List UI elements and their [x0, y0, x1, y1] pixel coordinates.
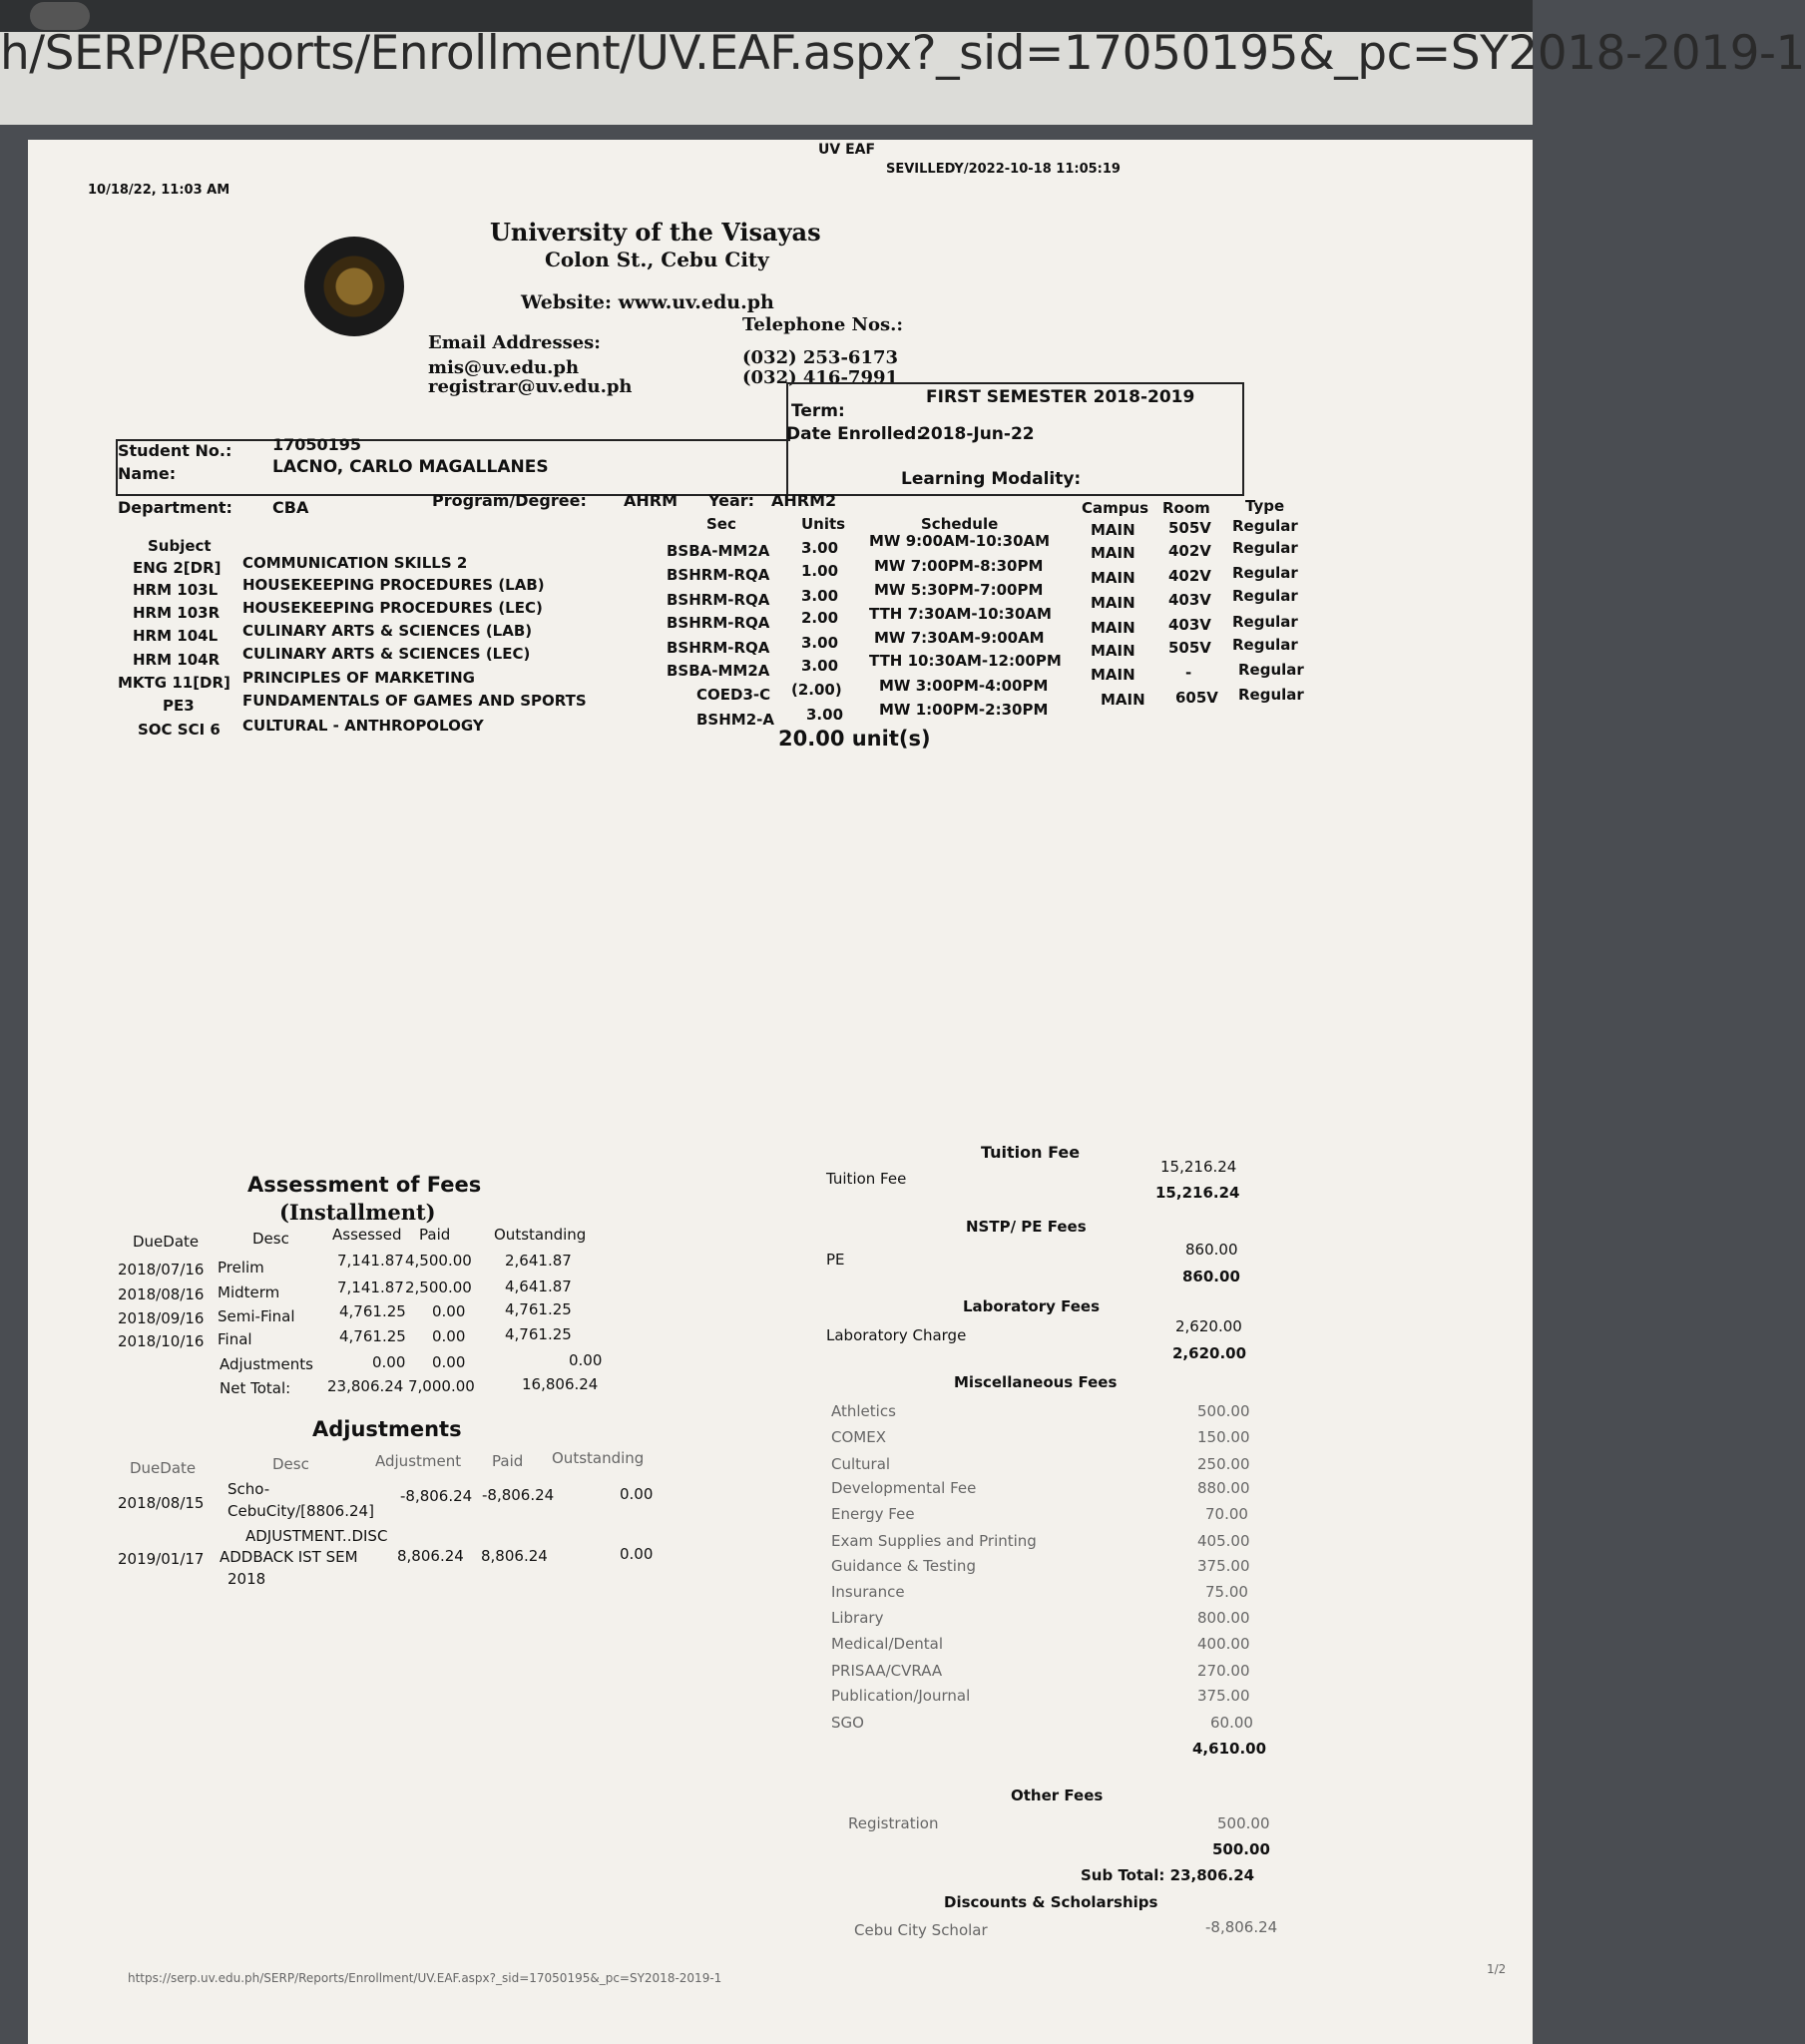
total-units: 20.00 unit(s): [778, 727, 931, 751]
subject-units: 3.00: [801, 634, 839, 652]
email-mis: mis@uv.edu.ph: [428, 357, 580, 378]
date-enrolled-label: Date Enrolled:: [786, 424, 924, 444]
subject-code: PE3: [163, 697, 195, 715]
department: CBA: [272, 498, 309, 517]
misc-fee-label: SGO: [831, 1714, 864, 1732]
misc-fee-value: 70.00: [1205, 1505, 1248, 1523]
lab-label: Laboratory Charge: [826, 1326, 967, 1344]
subject-code: HRM 103L: [133, 581, 219, 599]
subject-sec: COED3-C: [696, 686, 771, 704]
assessment-subtitle: (Installment): [279, 1200, 436, 1225]
subject-campus: MAIN: [1091, 544, 1135, 562]
col-type: Type: [1245, 497, 1285, 515]
subject-title: CULINARY ARTS & SCIENCES (LEC): [242, 645, 531, 663]
misc-header: Miscellaneous Fees: [954, 1373, 1118, 1391]
subject-type: Regular: [1232, 636, 1298, 654]
print-date: 10/18/22, 11:03 AM: [88, 183, 230, 198]
lab-header: Laboratory Fees: [963, 1297, 1101, 1315]
due-date: 2018/07/16: [118, 1261, 205, 1278]
col-schedule: Schedule: [921, 515, 999, 533]
misc-fee-label: Medical/Dental: [831, 1635, 944, 1653]
outstanding: 0.00: [620, 1545, 654, 1563]
paid: 8,806.24: [481, 1547, 548, 1565]
subject-room: 505V: [1168, 519, 1211, 537]
year: AHRM2: [771, 491, 837, 510]
outstanding: 4,761.25: [505, 1325, 572, 1343]
desc-line: ADDBACK IST SEM: [220, 1548, 358, 1566]
program: AHRM: [624, 491, 678, 510]
outstanding: 2,641.87: [505, 1252, 572, 1270]
col-campus: Campus: [1082, 499, 1149, 517]
subject-schedule: MW 7:00PM-8:30PM: [874, 557, 1044, 575]
subject-units: (2.00): [791, 681, 842, 699]
scholar-label: Cebu City Scholar: [854, 1921, 988, 1939]
email-label: Email Addresses:: [428, 332, 601, 353]
footer-url: https://serp.uv.edu.ph/SERP/Reports/Enrollment/UV.EAF.aspx?_sid=17050195&_pc=SY2018-2019-1: [128, 1971, 722, 1985]
paid: 2,500.00: [405, 1278, 472, 1296]
subject-title: CULTURAL - ANTHROPOLOGY: [242, 717, 484, 735]
subject-title: FUNDAMENTALS OF GAMES AND SPORTS: [242, 692, 587, 710]
subject-sec: BSHRM-RQA: [667, 614, 770, 632]
assessed: 7,141.87: [337, 1252, 404, 1270]
student-no: 17050195: [272, 435, 362, 454]
learning-modality-label: Learning Modality:: [901, 469, 1082, 489]
adj-col-adjustment: Adjustment: [375, 1452, 462, 1470]
subject-schedule: TTH 7:30AM-10:30AM: [869, 605, 1052, 623]
email-registrar: registrar@uv.edu.ph: [428, 376, 633, 397]
due-date: 2018/09/16: [118, 1309, 205, 1327]
other-fees-header: Other Fees: [1011, 1787, 1104, 1804]
col-units: Units: [801, 515, 846, 533]
desc: Midterm: [218, 1283, 280, 1301]
desc-line: CebuCity/[8806.24]: [227, 1502, 374, 1520]
subject-title: HOUSEKEEPING PROCEDURES (LEC): [242, 599, 543, 617]
subtotal: Sub Total: 23,806.24: [1081, 1866, 1255, 1884]
address-bar[interactable]: h/SERP/Reports/Enrollment/UV.EAF.aspx?_sid=17050195&_pc=SY2018-2019-1: [0, 26, 1805, 81]
page-number: 1/2: [1487, 1962, 1507, 1976]
subject-sec: BSHRM-RQA: [667, 566, 770, 584]
misc-total: 4,610.00: [1192, 1740, 1267, 1758]
lab-total: 2,620.00: [1172, 1344, 1247, 1362]
net-total-label: Net Total:: [220, 1379, 291, 1397]
subject-units: 3.00: [801, 657, 839, 675]
subject-code: HRM 104L: [133, 627, 219, 645]
program-label: Program/Degree:: [432, 491, 587, 510]
subject-campus: MAIN: [1091, 642, 1135, 660]
subject-room: 402V: [1168, 542, 1211, 560]
report-title: UV EAF: [818, 142, 876, 158]
assessment-title: Assessment of Fees: [247, 1173, 482, 1197]
university-website: Website: www.uv.edu.ph: [521, 291, 774, 313]
desc: Prelim: [218, 1259, 264, 1277]
student-no-label: Student No.:: [118, 441, 232, 460]
subject-units: 3.00: [801, 539, 839, 557]
phone-2: (032) 416-7991: [742, 367, 899, 388]
subject-type: Regular: [1238, 661, 1304, 679]
due-date: 2018/08/15: [118, 1494, 205, 1512]
desc-line: Scho-: [227, 1480, 270, 1498]
misc-fee-label: Exam Supplies and Printing: [831, 1532, 1037, 1550]
due-date: 2018/08/16: [118, 1285, 205, 1303]
nstp-header: NSTP/ PE Fees: [966, 1218, 1087, 1236]
adj-col-paid: Paid: [492, 1452, 524, 1470]
misc-fee-value: 75.00: [1205, 1583, 1248, 1601]
year-label: Year:: [708, 491, 755, 510]
misc-fee-label: Cultural: [831, 1455, 891, 1473]
paid: -8,806.24: [482, 1486, 555, 1504]
subject-campus: MAIN: [1091, 666, 1135, 684]
subject-type: Regular: [1232, 587, 1298, 605]
subject-code: MKTG 11[DR]: [118, 674, 230, 692]
subject-code: SOC SCI 6: [138, 721, 221, 739]
university-seal-logo: [304, 237, 404, 336]
desc-line: ADJUSTMENT..DISC: [245, 1527, 388, 1545]
subject-campus: MAIN: [1101, 691, 1145, 709]
tuition-total: 15,216.24: [1155, 1184, 1240, 1202]
subject-campus: MAIN: [1091, 619, 1135, 637]
subject-room: 402V: [1168, 567, 1211, 585]
adj-col-desc: Desc: [272, 1455, 309, 1473]
col-room: Room: [1162, 499, 1210, 517]
term-value: FIRST SEMESTER 2018-2019: [926, 387, 1195, 407]
subject-units: 2.00: [801, 609, 839, 627]
subject-type: Regular: [1232, 564, 1298, 582]
browser-bar: [0, 0, 1805, 125]
subject-code: HRM 103R: [133, 604, 221, 622]
misc-fee-value: 405.00: [1197, 1532, 1250, 1550]
assess-col-paid: Paid: [419, 1226, 451, 1244]
due-date: 2018/10/16: [118, 1332, 205, 1350]
misc-fee-value: 375.00: [1197, 1687, 1250, 1705]
misc-fee-value: 400.00: [1197, 1635, 1250, 1653]
col-subject: Subject: [148, 537, 212, 555]
outstanding: 0.00: [620, 1485, 654, 1503]
subject-campus: MAIN: [1091, 521, 1135, 539]
assess-col-outstanding: Outstanding: [494, 1226, 587, 1244]
misc-fee-value: 150.00: [1197, 1428, 1250, 1446]
misc-fee-label: Energy Fee: [831, 1505, 915, 1523]
other-fees-total: 500.00: [1212, 1840, 1270, 1858]
adjustment-amount: 8,806.24: [397, 1547, 464, 1565]
registration-label: Registration: [848, 1814, 939, 1832]
assess-col-due: DueDate: [133, 1233, 200, 1251]
phone-1: (032) 253-6173: [742, 347, 899, 368]
outstanding: 4,761.25: [505, 1300, 572, 1318]
department-label: Department:: [118, 498, 232, 517]
subject-campus: MAIN: [1091, 569, 1135, 587]
pe-label: PE: [826, 1251, 845, 1269]
term-label: Term:: [791, 401, 845, 421]
misc-fee-label: PRISAA/CVRAA: [831, 1662, 943, 1680]
pe-value: 860.00: [1185, 1241, 1238, 1259]
assess-col-assessed: Assessed: [332, 1226, 402, 1244]
subject-sec: BSHM2-A: [696, 711, 774, 729]
subject-sec: BSBA-MM2A: [667, 542, 770, 560]
misc-fee-value: 250.00: [1197, 1455, 1250, 1473]
subject-title: HOUSEKEEPING PROCEDURES (LAB): [242, 576, 545, 594]
university-address: Colon St., Cebu City: [545, 248, 769, 271]
subject-type: Regular: [1232, 539, 1298, 557]
misc-fee-label: COMEX: [831, 1428, 886, 1446]
date-enrolled-value: 2018-Jun-22: [919, 424, 1035, 444]
lab-value: 2,620.00: [1175, 1317, 1242, 1335]
adjustment-amount: -8,806.24: [400, 1487, 473, 1505]
adjustments-label: Adjustments: [220, 1355, 313, 1373]
scholar-value: -8,806.24: [1205, 1918, 1278, 1936]
paid: 0.00: [432, 1302, 466, 1320]
subject-units: 3.00: [806, 706, 844, 724]
paid: 0.00: [432, 1327, 466, 1345]
desc: Semi-Final: [218, 1307, 295, 1325]
misc-fee-value: 500.00: [1197, 1402, 1250, 1420]
assess-col-desc: Desc: [252, 1230, 289, 1248]
subject-type: Regular: [1232, 517, 1298, 535]
subject-sec: BSHRM-RQA: [667, 591, 770, 609]
printed-page: [28, 140, 1533, 2044]
subject-campus: MAIN: [1091, 594, 1135, 612]
pe-total: 860.00: [1182, 1268, 1240, 1285]
tuition-header: Tuition Fee: [981, 1143, 1081, 1162]
student-name: LACNO, CARLO MAGALLANES: [272, 457, 549, 477]
misc-fee-value: 375.00: [1197, 1557, 1250, 1575]
registration-value: 500.00: [1217, 1814, 1270, 1832]
discounts-header: Discounts & Scholarships: [944, 1893, 1158, 1911]
adj-col-outstanding: Outstanding: [552, 1449, 645, 1467]
subject-schedule: MW 7:30AM-9:00AM: [874, 629, 1045, 647]
due-date: 2019/01/17: [118, 1550, 205, 1568]
report-stamp: SEVILLEDY/2022-10-18 11:05:19: [886, 162, 1121, 177]
misc-fee-value: 270.00: [1197, 1662, 1250, 1680]
subject-code: HRM 104R: [133, 651, 221, 669]
subject-schedule: MW 5:30PM-7:00PM: [874, 581, 1044, 599]
subject-title: CULINARY ARTS & SCIENCES (LAB): [242, 622, 533, 640]
misc-fee-label: Insurance: [831, 1583, 905, 1601]
tuition-value: 15,216.24: [1160, 1158, 1237, 1176]
subject-schedule: TTH 10:30AM-12:00PM: [869, 652, 1062, 670]
adj-outstanding: 0.00: [569, 1351, 603, 1369]
university-name: University of the Visayas: [490, 218, 821, 247]
subject-units: 1.00: [801, 562, 839, 580]
misc-fee-label: Publication/Journal: [831, 1687, 971, 1705]
net-paid: 7,000.00: [408, 1377, 475, 1395]
subject-room: 403V: [1168, 591, 1211, 609]
adjustments-title: Adjustments: [312, 1417, 462, 1441]
misc-fee-label: Guidance & Testing: [831, 1557, 976, 1575]
subject-type: Regular: [1238, 686, 1304, 704]
subject-schedule: MW 9:00AM-10:30AM: [869, 532, 1051, 550]
assessed: 4,761.25: [339, 1302, 406, 1320]
phone-label: Telephone Nos.:: [742, 314, 904, 335]
subject-schedule: MW 3:00PM-4:00PM: [879, 677, 1049, 695]
outstanding: 4,641.87: [505, 1278, 572, 1295]
misc-fee-label: Athletics: [831, 1402, 896, 1420]
subject-sec: BSBA-MM2A: [667, 662, 770, 680]
col-sec: Sec: [706, 515, 736, 533]
subject-schedule: MW 1:00PM-2:30PM: [879, 701, 1049, 719]
net-assessed: 23,806.24: [327, 1377, 404, 1395]
subject-room: 505V: [1168, 639, 1211, 657]
misc-fee-value: 60.00: [1210, 1714, 1253, 1732]
desc: Final: [218, 1330, 252, 1348]
assessed: 7,141.87: [337, 1278, 404, 1296]
net-outstanding: 16,806.24: [522, 1375, 599, 1393]
subject-room: -: [1185, 664, 1192, 682]
assessed: 4,761.25: [339, 1327, 406, 1345]
tuition-label: Tuition Fee: [826, 1170, 907, 1188]
subject-title: COMMUNICATION SKILLS 2: [242, 554, 468, 572]
misc-fee-value: 800.00: [1197, 1609, 1250, 1627]
misc-fee-label: Library: [831, 1609, 884, 1627]
paid: 4,500.00: [405, 1252, 472, 1270]
subject-code: ENG 2[DR]: [133, 559, 222, 577]
student-name-label: Name:: [118, 464, 177, 483]
subject-units: 3.00: [801, 587, 839, 605]
subject-room: 605V: [1175, 689, 1218, 707]
adj-paid: 0.00: [432, 1353, 466, 1371]
misc-fee-value: 880.00: [1197, 1479, 1250, 1497]
misc-fee-label: Developmental Fee: [831, 1479, 977, 1497]
adj-col-due: DueDate: [130, 1459, 197, 1477]
subject-type: Regular: [1232, 613, 1298, 631]
subject-sec: BSHRM-RQA: [667, 639, 770, 657]
adj-assessed: 0.00: [372, 1353, 406, 1371]
desc-line: 2018: [227, 1570, 266, 1588]
subject-room: 403V: [1168, 616, 1211, 634]
subject-title: PRINCIPLES OF MARKETING: [242, 669, 475, 687]
